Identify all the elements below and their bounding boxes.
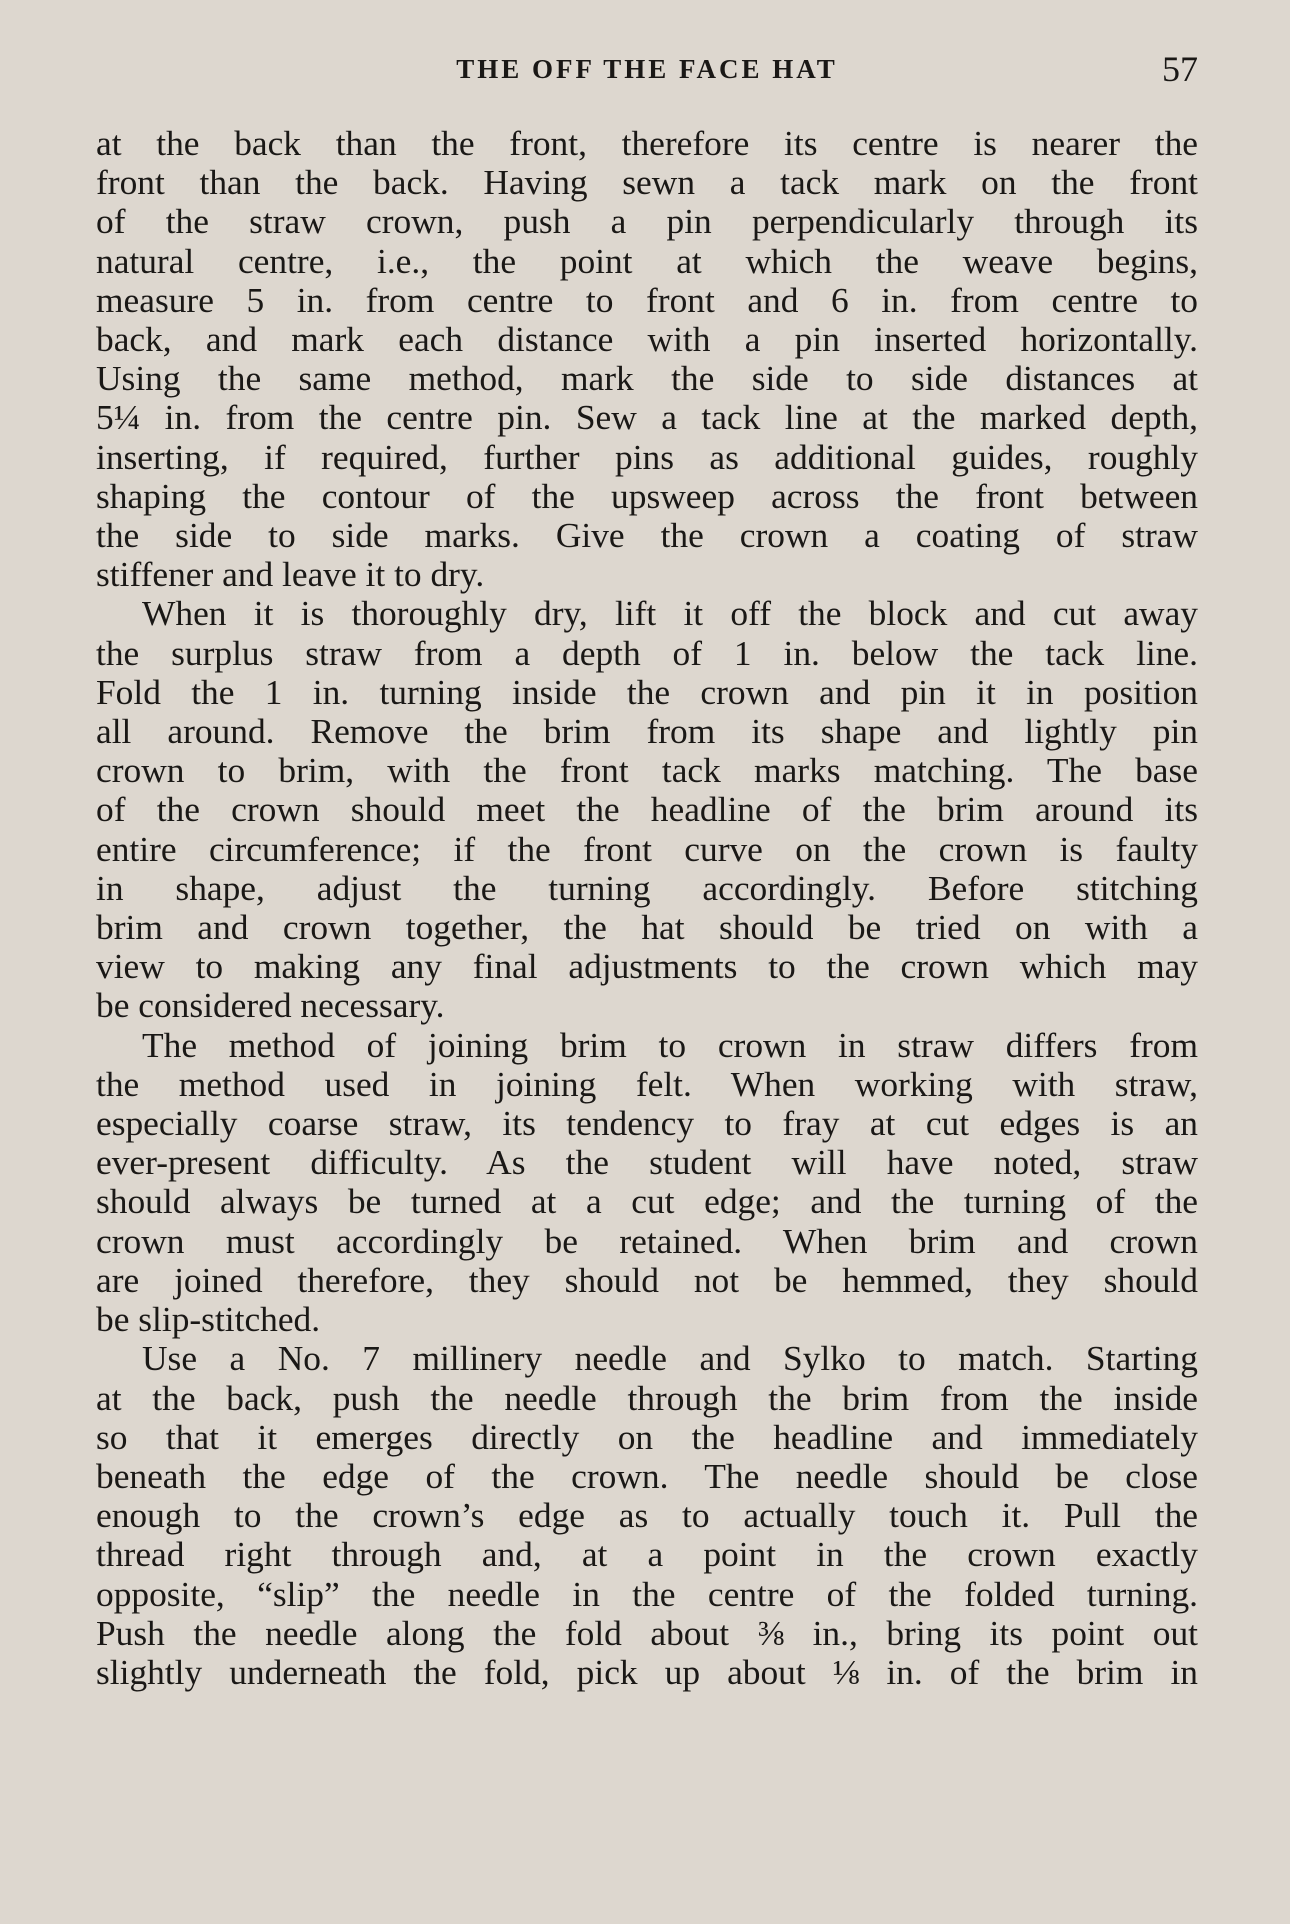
text-line: Use a No. 7 millinery needle and Sylko to match. Starting [142, 1338, 1198, 1379]
text-line: The method of joining brim to crown in straw differs from [142, 1024, 1198, 1065]
text-line: beneath the edge of the crown. The needle should be close [96, 1455, 1198, 1496]
text-line: Push the needle along the fold about ⅜ in., bring its point out [96, 1612, 1198, 1653]
text-line: especially coarse straw, its tendency to fray at cut edges is an [96, 1103, 1198, 1144]
text-line: shaping the contour of the upsweep across the front between [96, 475, 1198, 516]
text-line: the surplus straw from a depth of 1 in. below the tack line. [96, 632, 1198, 673]
text-line: 5¼ in. from the centre pin. Sew a tack line at the marked depth, [96, 397, 1198, 438]
running-title: THE OFF THE FACE HAT [456, 54, 838, 84]
text-line: are joined therefore, they should not be hemmed, they should [96, 1259, 1198, 1300]
text-line: at the back, push the needle through the brim from the inside [96, 1377, 1198, 1418]
text-line: opposite, “slip” the needle in the centre of the folded turning. [96, 1573, 1198, 1614]
text-line: crown to brim, with the front tack marks matching. The base [96, 750, 1198, 791]
text-line: entire circumference; if the front curve on the crown is faulty [96, 828, 1198, 869]
text-line: be slip-stitched. [96, 1299, 321, 1340]
text-line: Using the same method, mark the side to side distances at [96, 358, 1198, 399]
page-number: 57 [1162, 49, 1198, 89]
text-line: ever-present difficulty. As the student will have noted, straw [96, 1142, 1198, 1183]
text-line: When it is thoroughly dry, lift it off the block and cut away [142, 593, 1198, 634]
text-line: of the straw crown, push a pin perpendicularly through its [96, 201, 1198, 242]
text-line: brim and crown together, the hat should be tried on with a [96, 907, 1198, 948]
text-line: all around. Remove the brim from its shape and lightly pin [96, 711, 1198, 752]
text-line: crown must accordingly be retained. When brim and crown [96, 1220, 1198, 1261]
text-line: in shape, adjust the turning accordingly. Before stitching [96, 867, 1198, 908]
text-line: slightly underneath the fold, pick up about ⅛ in. of the brim in [96, 1651, 1198, 1692]
text-line: Fold the 1 in. turning inside the crown and pin it in position [96, 671, 1198, 712]
text-line: at the back than the front, therefore its centre is nearer the [96, 123, 1198, 163]
text-line: of the crown should meet the headline of the brim around its [96, 789, 1198, 830]
text-line: measure 5 in. from centre to front and 6 in. from centre to [96, 279, 1198, 320]
text-line: front than the back. Having sewn a tack mark on the front [96, 162, 1198, 203]
text-line: be considered necessary. [96, 985, 445, 1026]
text-line: the side to side marks. Give the crown a coating of straw [96, 515, 1198, 556]
text-line: thread right through and, at a point in the crown exactly [96, 1534, 1198, 1575]
text-line: back, and mark each distance with a pin inserted horizontally. [96, 319, 1198, 360]
text-line: view to making any final adjustments to the crown which may [96, 946, 1198, 987]
running-head [96, 44, 1198, 124]
text-line: stiffener and leave it to dry. [96, 554, 485, 595]
text-line: the method used in joining felt. When working with straw, [96, 1063, 1198, 1104]
body-text [96, 124, 1198, 1692]
text-line: natural centre, i.e., the point at which the weave begins, [96, 240, 1198, 281]
text-line: inserting, if required, further pins as additional guides, roughly [96, 436, 1198, 477]
text-line: enough to the crown’s edge as to actually touch it. Pull the [96, 1495, 1198, 1536]
text-line: so that it emerges directly on the headline and immediately [96, 1416, 1198, 1457]
text-line: should always be turned at a cut edge; and the turning of the [96, 1181, 1198, 1222]
